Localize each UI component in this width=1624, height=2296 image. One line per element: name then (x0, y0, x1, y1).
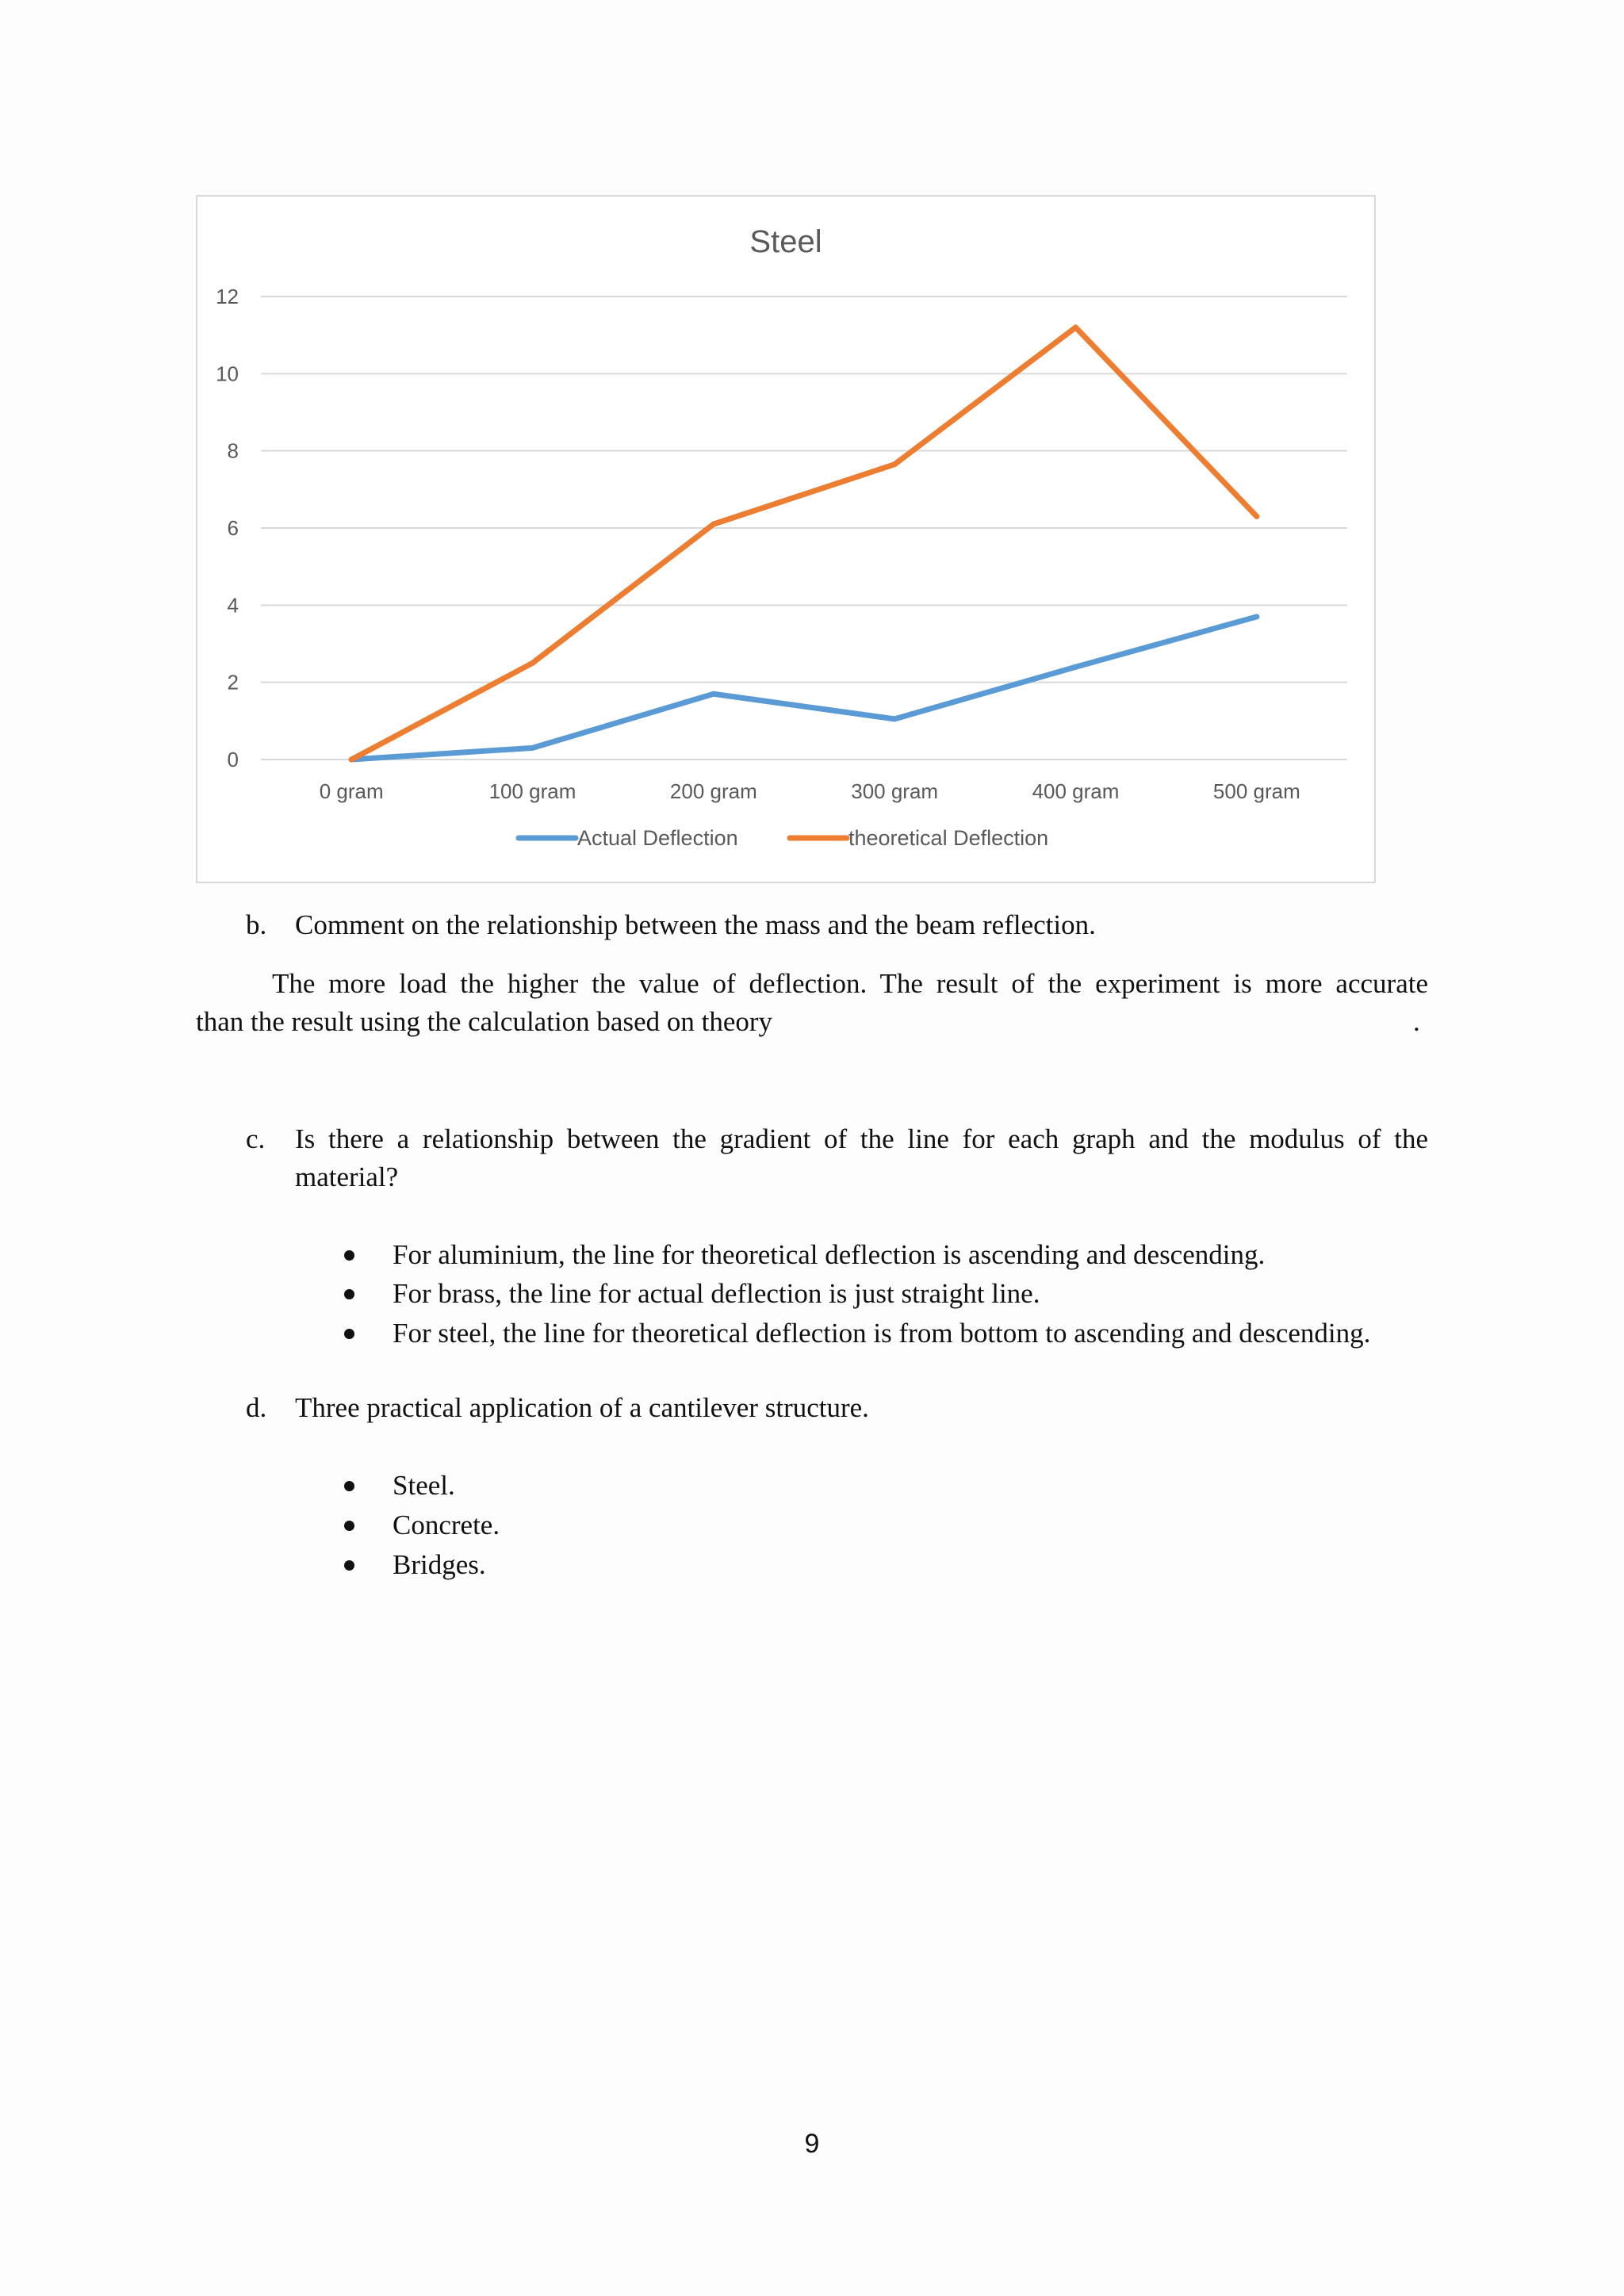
data-point (530, 745, 535, 751)
legend-label: theoretical Deflection (848, 826, 1049, 850)
x-tick-label: 100 gram (488, 779, 576, 803)
section-d-bullet-text: Bridges. (393, 1549, 486, 1580)
section-b-answer-line1 (272, 965, 1428, 1003)
section-c-bullet-text: For steel, the line for theoretical deflection is from bottom to ascending and descending. (393, 1318, 1371, 1349)
data-point (710, 522, 716, 527)
chart-canvas (197, 197, 1374, 882)
section-c-bullet-text: For brass, the line for actual deflection is just straight line. (393, 1278, 1040, 1309)
section-b-answer-end (1413, 1003, 1420, 1041)
section-c-bullet-text: For aluminium, the line for theoretical deflection is ascending and descending. (393, 1239, 1266, 1270)
x-tick-label: 0 gram (319, 779, 384, 803)
bullet-dot-icon (344, 1250, 354, 1261)
section-b-question-text: Comment on the relationship between the mass and the beam reflection. (295, 909, 1096, 940)
x-tick-label: 300 gram (851, 779, 939, 803)
x-tick-label: 400 gram (1032, 779, 1120, 803)
data-point (1254, 514, 1259, 519)
y-tick-label: 12 (216, 285, 239, 308)
data-point (892, 461, 898, 467)
data-point (892, 716, 898, 721)
section-b-label: b. (246, 909, 267, 940)
section-c-label: c. (246, 1123, 266, 1154)
data-point (1254, 614, 1259, 619)
page-number: 9 (804, 2129, 820, 2159)
data-point (349, 757, 354, 763)
bullet-dot-icon (344, 1521, 354, 1531)
section-c-question-line1 (295, 1120, 1428, 1158)
section-c-question-line2-text: material? (295, 1161, 399, 1192)
y-tick-label: 2 (227, 670, 239, 695)
bullet-dot-icon (344, 1481, 354, 1491)
x-tick-label: 500 gram (1212, 779, 1300, 803)
section-d-bullet-text: Concrete. (393, 1510, 500, 1540)
x-tick-label: 200 gram (669, 779, 757, 803)
section-d-bullet-text: Steel. (393, 1470, 455, 1501)
section-b-answer-end-text: . (1413, 1006, 1420, 1037)
bullet-dot-icon (344, 1560, 354, 1571)
y-tick-label: 4 (227, 593, 239, 618)
y-tick-label: 0 (227, 748, 239, 771)
y-tick-label: 8 (227, 438, 239, 463)
data-point (1073, 664, 1078, 670)
data-point (710, 691, 716, 697)
bullet-dot-icon (344, 1289, 354, 1299)
data-point (1073, 324, 1078, 330)
section-b-answer-line2-text: than the result using the calculation based on theory (196, 1006, 773, 1037)
section-d-question-text: Three practical application of a cantilever structure. (295, 1392, 869, 1423)
chart-title: Steel (749, 224, 822, 259)
section-c-question-line2 (295, 1158, 398, 1196)
series-line-1 (351, 327, 1257, 760)
section-b-answer-line1-text: The more load the higher the value of deflection. The result of the experiment is more accurate (272, 968, 1428, 999)
section-c-question-line1-text: Is there a relationship between the gradient of the line for each graph and the modulus of the (295, 1123, 1428, 1154)
steel-chart (196, 195, 1376, 883)
section-d-label: d. (246, 1392, 267, 1423)
y-tick-label: 6 (227, 516, 239, 540)
y-tick-label: 10 (216, 362, 239, 386)
bullet-dot-icon (344, 1329, 354, 1339)
data-point (530, 660, 535, 666)
section-b-answer-line2 (196, 1003, 1465, 1041)
legend-label: Actual Deflection (577, 826, 738, 850)
